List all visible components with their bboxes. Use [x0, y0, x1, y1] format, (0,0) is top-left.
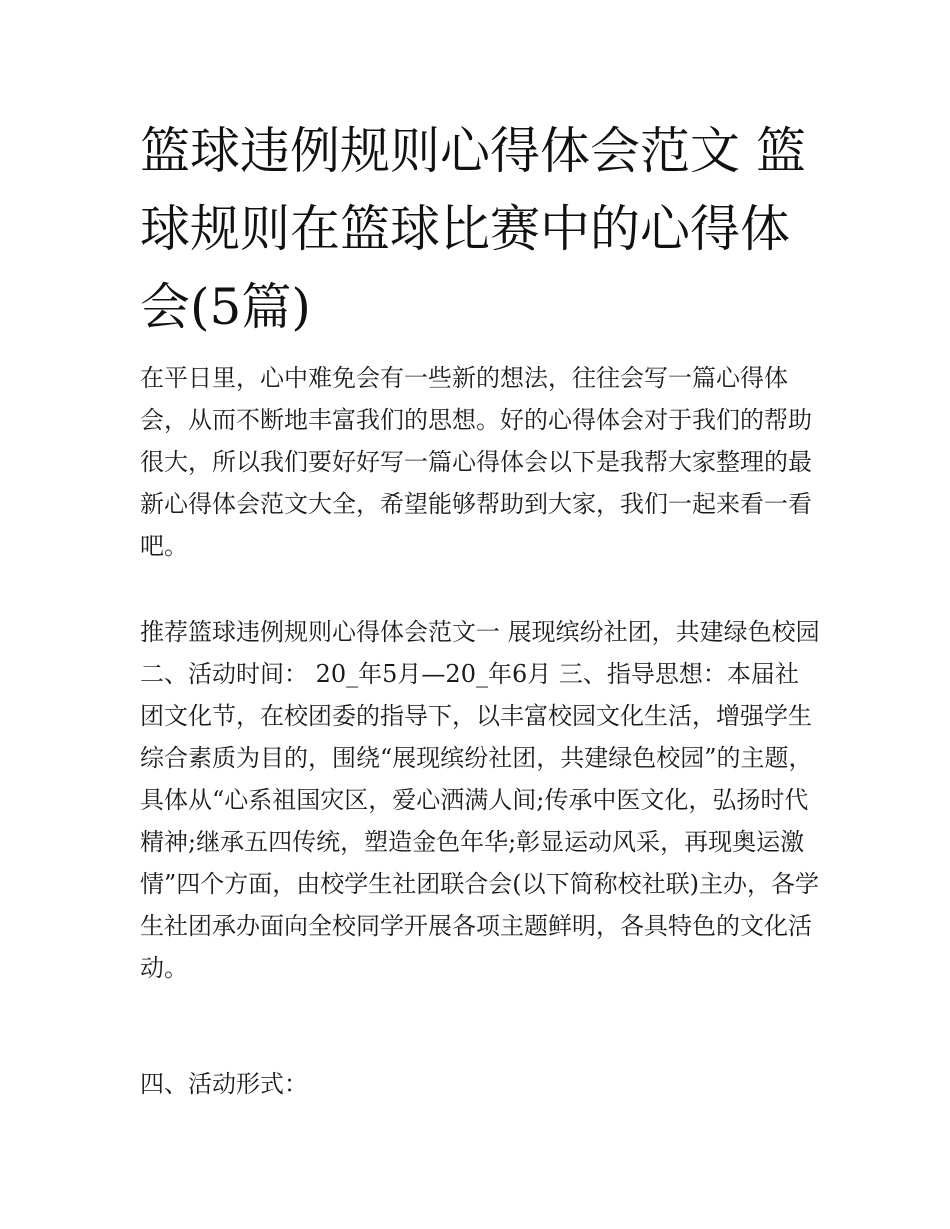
activity-paragraph	[140, 611, 820, 989]
section-heading-activity-form	[140, 1063, 820, 1105]
paragraph-text: 推荐篮球违例规则心得体会范文一 展现缤纷社团，共建绿色校园 二、活动时间： 20_年5月—20_年6月 三、指导思想：本届社团文化节，在校团委的指导下，以丰富校园文化生活，增强学生综合素质为目的，围绕“展现缤纷社团，共建绿色校园”的主题，具体从“心系祖国灾区，爱心洒满人间;传承中医文化，弘扬时代精神;继承五四传统，塑造金色年华;彰显运动风采，再现奥运激情”四个方面，由校学生社团联合会(以下简称校社联)主办，各学生社团承办面向全校同学开展各项主题鲜明，各具特色的文化活动。	[140, 618, 820, 982]
paragraph-text: 四、活动形式：	[140, 1070, 308, 1098]
paragraph-text: 在平日里，心中难免会有一些新的想法，往往会写一篇心得体会，从而不断地丰富我们的思想。好的心得体会对于我们的帮助很大，所以我们要好好写一篇心得体会以下是我帮大家整理的最新心得体会范文大全，希望能够帮助到大家，我们一起来看一看吧。	[140, 364, 812, 560]
intro-paragraph	[140, 357, 820, 567]
document-title: 篮球违例规则心得体会范文 篮球规则在篮球比赛中的心得体会(5篇)	[140, 122, 806, 336]
